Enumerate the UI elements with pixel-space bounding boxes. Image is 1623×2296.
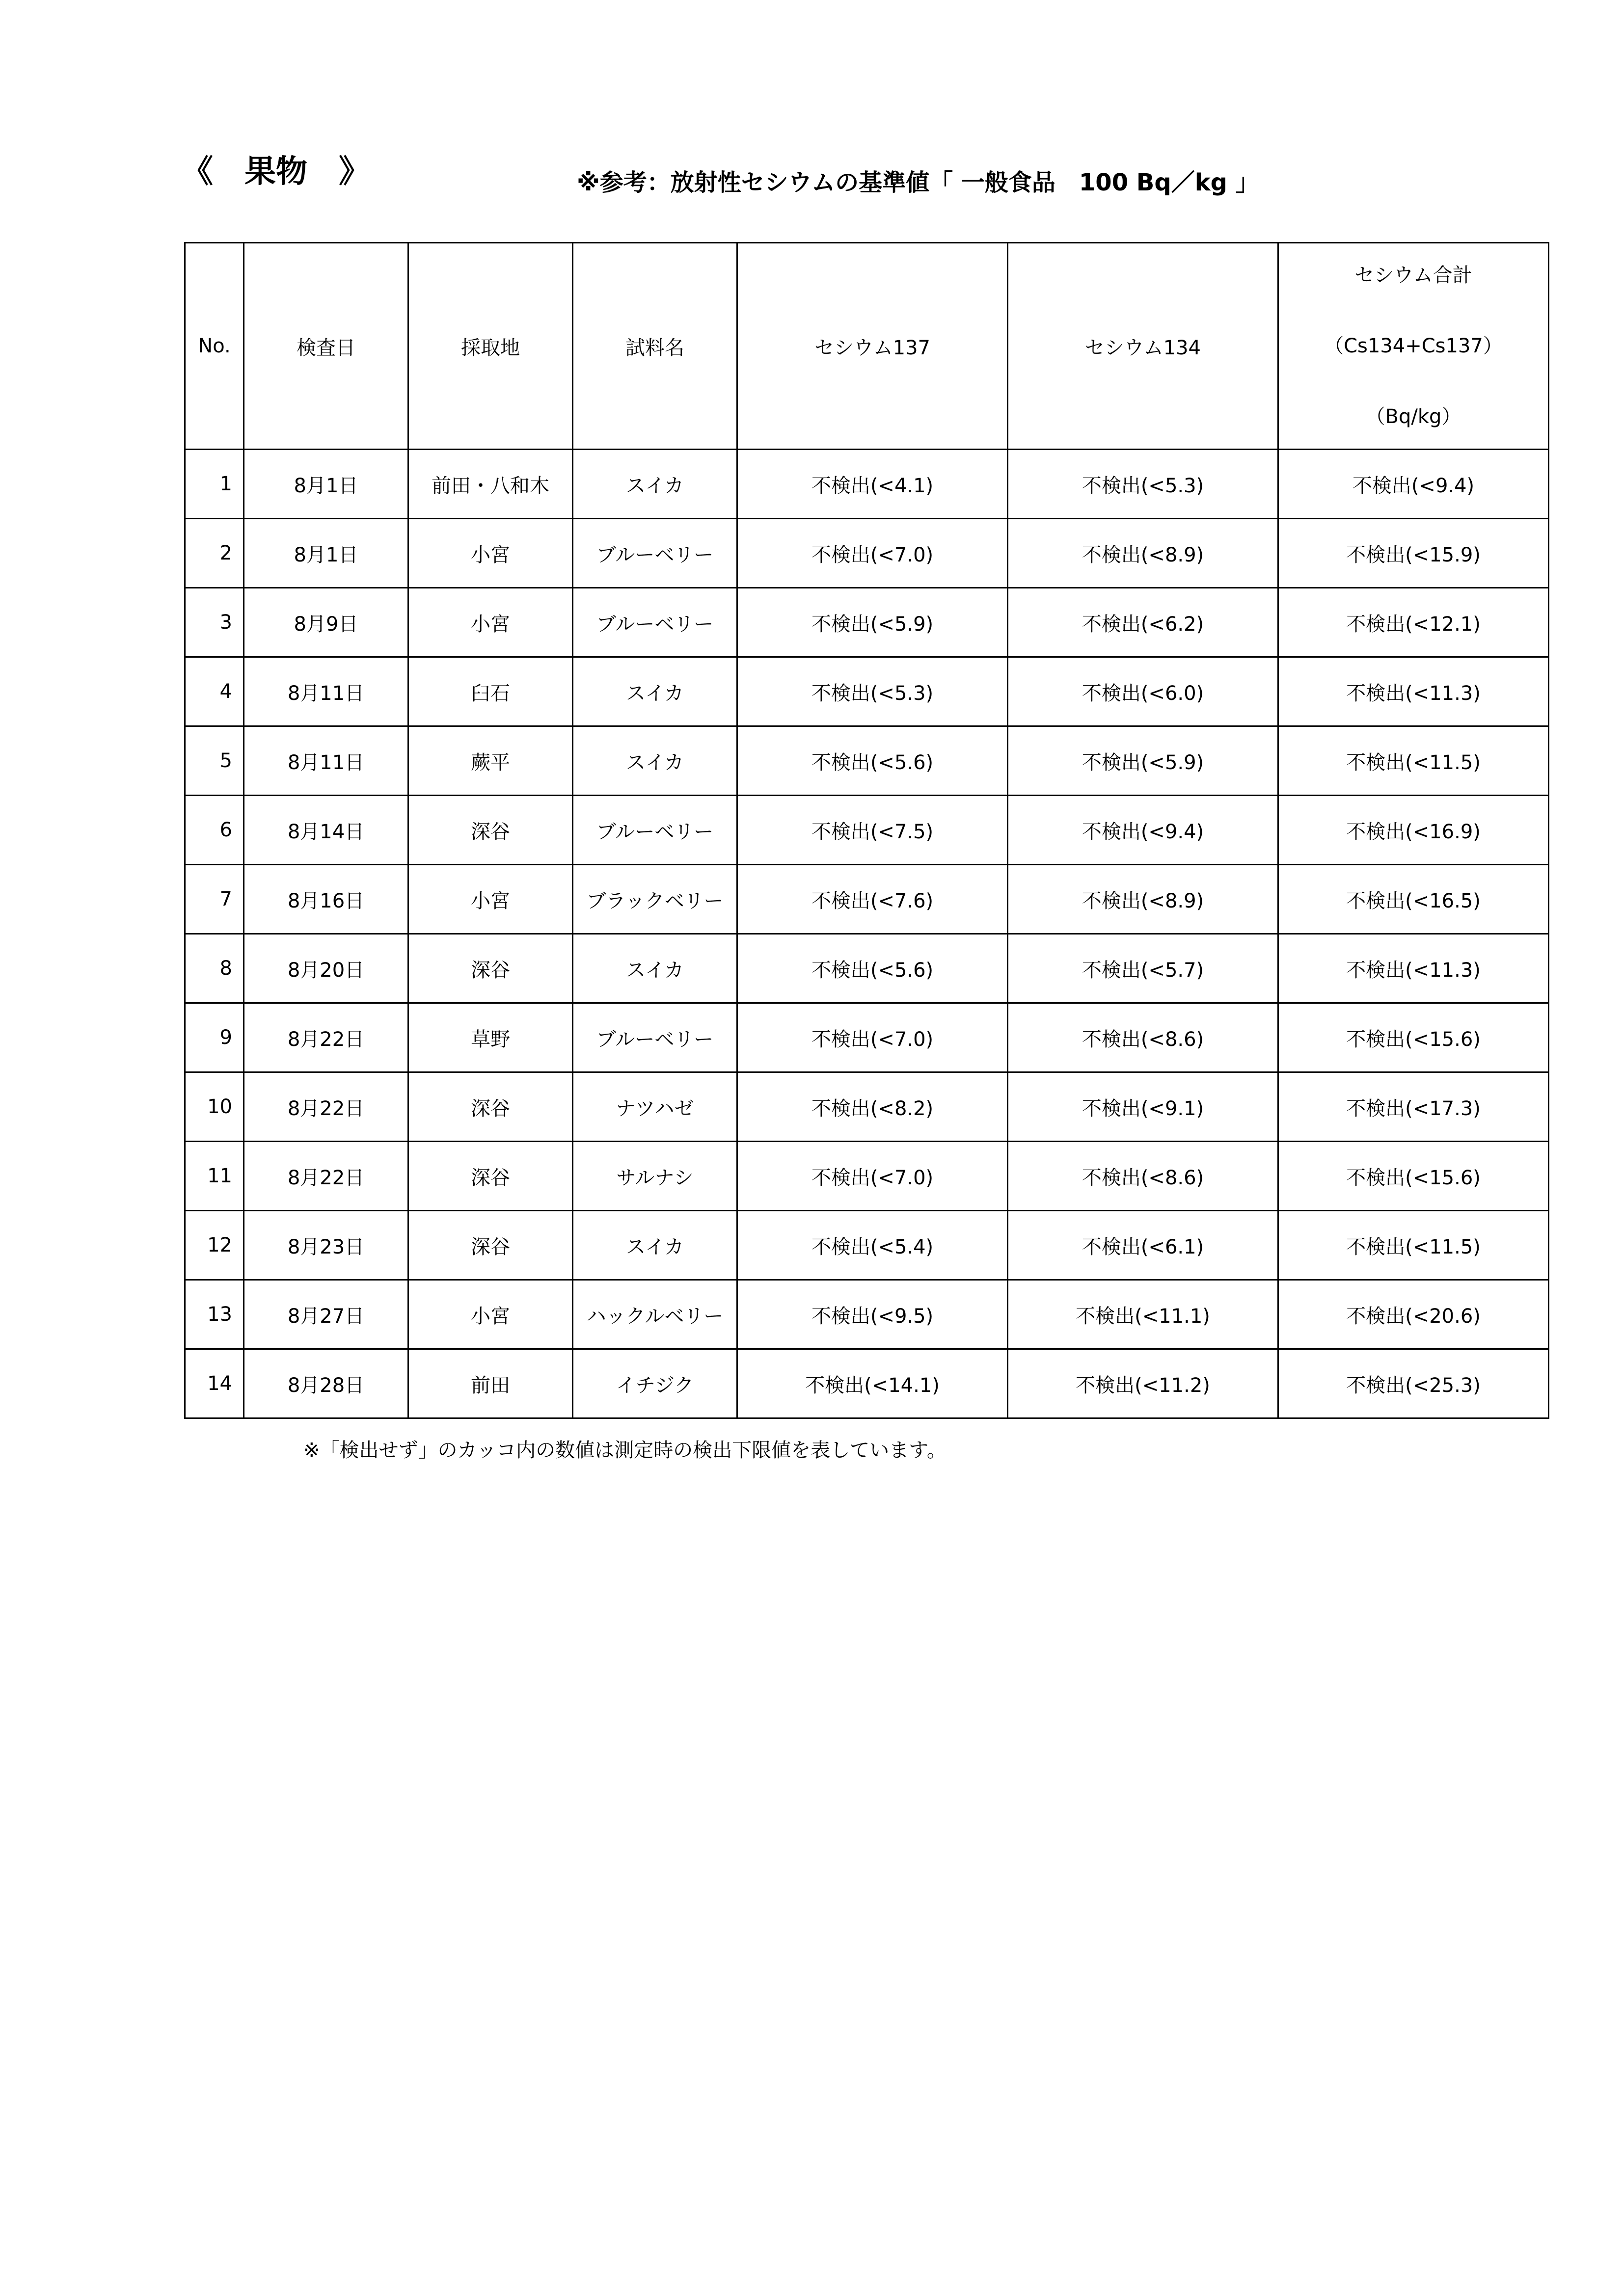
header-location: 採取地 xyxy=(408,243,573,450)
cell-date: 8月20日 xyxy=(244,934,408,1003)
cell-location: 前田・八和木 xyxy=(408,450,573,519)
table-row xyxy=(185,1211,1549,1280)
cell-no: 8 xyxy=(185,934,244,1003)
table-row xyxy=(185,1280,1549,1349)
header-sample: 試料名 xyxy=(573,243,737,450)
cell-date: 8月22日 xyxy=(244,1072,408,1142)
cell-cs134: 不検出(<8.6) xyxy=(1008,1003,1278,1072)
cell-sample: ブルーベリー xyxy=(573,1003,737,1072)
cell-cs134: 不検出(<11.1) xyxy=(1008,1280,1278,1349)
cell-date: 8月1日 xyxy=(244,519,408,588)
cell-date: 8月9日 xyxy=(244,588,408,657)
cell-cs134: 不検出(<9.4) xyxy=(1008,796,1278,865)
results-body xyxy=(185,450,1549,1418)
header-total xyxy=(1278,243,1549,450)
cell-cs137: 不検出(<4.1) xyxy=(737,450,1008,519)
header-cs137: セシウム137 xyxy=(737,243,1008,450)
page-title: 《 果物 》 xyxy=(182,154,370,190)
cell-cs134: 不検出(<11.2) xyxy=(1008,1349,1278,1418)
cell-cs137: 不検出(<5.6) xyxy=(737,726,1008,796)
cell-total: 不検出(<20.6) xyxy=(1278,1280,1549,1349)
footnote: ※「検出せず」のカッコ内の数値は測定時の検出下限値を表しています。 xyxy=(303,1439,947,1462)
cell-no: 5 xyxy=(185,726,244,796)
cell-no: 11 xyxy=(185,1142,244,1211)
cell-sample: ブルーベリー xyxy=(573,588,737,657)
cell-no: 9 xyxy=(185,1003,244,1072)
cell-total: 不検出(<15.6) xyxy=(1278,1003,1549,1072)
table-row xyxy=(185,1072,1549,1142)
header-total-line2: （Cs134+Cs137） xyxy=(1324,335,1503,357)
table-row xyxy=(185,588,1549,657)
cell-location: 深谷 xyxy=(408,1072,573,1142)
cell-no: 7 xyxy=(185,865,244,934)
header-date: 検査日 xyxy=(244,243,408,450)
cell-location: 深谷 xyxy=(408,1142,573,1211)
cell-cs137: 不検出(<9.5) xyxy=(737,1280,1008,1349)
table-row xyxy=(185,1003,1549,1072)
cell-date: 8月14日 xyxy=(244,796,408,865)
cell-total: 不検出(<17.3) xyxy=(1278,1072,1549,1142)
cell-cs134: 不検出(<5.3) xyxy=(1008,450,1278,519)
cell-cs134: 不検出(<8.9) xyxy=(1008,519,1278,588)
cell-total: 不検出(<11.3) xyxy=(1278,934,1549,1003)
cell-date: 8月23日 xyxy=(244,1211,408,1280)
cell-no: 10 xyxy=(185,1072,244,1142)
cell-cs137: 不検出(<8.2) xyxy=(737,1072,1008,1142)
cell-location: 小宮 xyxy=(408,865,573,934)
cell-no: 6 xyxy=(185,796,244,865)
table-row xyxy=(185,934,1549,1003)
cell-total: 不検出(<16.5) xyxy=(1278,865,1549,934)
cell-sample: スイカ xyxy=(573,1211,737,1280)
cell-cs134: 不検出(<6.0) xyxy=(1008,657,1278,726)
cell-total: 不検出(<11.5) xyxy=(1278,726,1549,796)
cell-no: 4 xyxy=(185,657,244,726)
cell-no: 14 xyxy=(185,1349,244,1418)
cell-cs134: 不検出(<6.1) xyxy=(1008,1211,1278,1280)
cell-total: 不検出(<15.9) xyxy=(1278,519,1549,588)
cell-total: 不検出(<25.3) xyxy=(1278,1349,1549,1418)
cell-sample: スイカ xyxy=(573,657,737,726)
cell-location: 深谷 xyxy=(408,1211,573,1280)
cell-location: 前田 xyxy=(408,1349,573,1418)
cell-no: 12 xyxy=(185,1211,244,1280)
header-no: No. xyxy=(185,243,244,450)
cell-cs134: 不検出(<6.2) xyxy=(1008,588,1278,657)
cell-sample: サルナシ xyxy=(573,1142,737,1211)
cell-date: 8月1日 xyxy=(244,450,408,519)
cell-no: 13 xyxy=(185,1280,244,1349)
header-total-line3: （Bq/kg） xyxy=(1365,405,1461,428)
cell-cs137: 不検出(<7.0) xyxy=(737,519,1008,588)
cell-sample: ナツハゼ xyxy=(573,1072,737,1142)
cell-date: 8月16日 xyxy=(244,865,408,934)
cell-cs137: 不検出(<14.1) xyxy=(737,1349,1008,1418)
table-row xyxy=(185,796,1549,865)
cell-cs134: 不検出(<5.9) xyxy=(1008,726,1278,796)
cell-location: 蕨平 xyxy=(408,726,573,796)
table-row xyxy=(185,1142,1549,1211)
cell-cs134: 不検出(<9.1) xyxy=(1008,1072,1278,1142)
cell-cs137: 不検出(<5.3) xyxy=(737,657,1008,726)
cell-cs134: 不検出(<5.7) xyxy=(1008,934,1278,1003)
cell-location: 小宮 xyxy=(408,1280,573,1349)
cell-sample: ハックルベリー xyxy=(573,1280,737,1349)
cell-total: 不検出(<11.3) xyxy=(1278,657,1549,726)
cell-sample: イチジク xyxy=(573,1349,737,1418)
cell-total: 不検出(<9.4) xyxy=(1278,450,1549,519)
cell-cs134: 不検出(<8.9) xyxy=(1008,865,1278,934)
header-cs134: セシウム134 xyxy=(1008,243,1278,450)
cell-cs137: 不検出(<7.0) xyxy=(737,1142,1008,1211)
cell-date: 8月22日 xyxy=(244,1003,408,1072)
cell-sample: ブルーベリー xyxy=(573,519,737,588)
table-row xyxy=(185,865,1549,934)
table-row xyxy=(185,1349,1549,1418)
cell-cs137: 不検出(<5.9) xyxy=(737,588,1008,657)
header-total-line1: セシウム合計 xyxy=(1354,264,1472,287)
cell-location: 深谷 xyxy=(408,796,573,865)
cell-location: 深谷 xyxy=(408,934,573,1003)
header-row xyxy=(185,243,1549,450)
cell-location: 小宮 xyxy=(408,588,573,657)
cell-cs137: 不検出(<5.6) xyxy=(737,934,1008,1003)
cell-no: 2 xyxy=(185,519,244,588)
table-row xyxy=(185,450,1549,519)
cell-total: 不検出(<11.5) xyxy=(1278,1211,1549,1280)
reference-note: ※参考：放射性セシウムの基準値「 一般食品 100 Bq／kg 」 xyxy=(577,169,1259,196)
results-table xyxy=(184,242,1549,1419)
cell-no: 3 xyxy=(185,588,244,657)
cell-date: 8月11日 xyxy=(244,726,408,796)
table-row xyxy=(185,657,1549,726)
cell-sample: スイカ xyxy=(573,726,737,796)
cell-cs137: 不検出(<7.5) xyxy=(737,796,1008,865)
cell-location: 臼石 xyxy=(408,657,573,726)
cell-date: 8月11日 xyxy=(244,657,408,726)
table-row xyxy=(185,519,1549,588)
cell-sample: ブルーベリー xyxy=(573,796,737,865)
cell-date: 8月27日 xyxy=(244,1280,408,1349)
table-row xyxy=(185,726,1549,796)
cell-no: 1 xyxy=(185,450,244,519)
cell-total: 不検出(<15.6) xyxy=(1278,1142,1549,1211)
cell-location: 草野 xyxy=(408,1003,573,1072)
cell-sample: ブラックベリー xyxy=(573,865,737,934)
cell-total: 不検出(<12.1) xyxy=(1278,588,1549,657)
cell-cs137: 不検出(<5.4) xyxy=(737,1211,1008,1280)
cell-cs137: 不検出(<7.6) xyxy=(737,865,1008,934)
cell-date: 8月22日 xyxy=(244,1142,408,1211)
cell-sample: スイカ xyxy=(573,934,737,1003)
cell-total: 不検出(<16.9) xyxy=(1278,796,1549,865)
cell-cs137: 不検出(<7.0) xyxy=(737,1003,1008,1072)
cell-cs134: 不検出(<8.6) xyxy=(1008,1142,1278,1211)
cell-location: 小宮 xyxy=(408,519,573,588)
cell-date: 8月28日 xyxy=(244,1349,408,1418)
cell-sample: スイカ xyxy=(573,450,737,519)
